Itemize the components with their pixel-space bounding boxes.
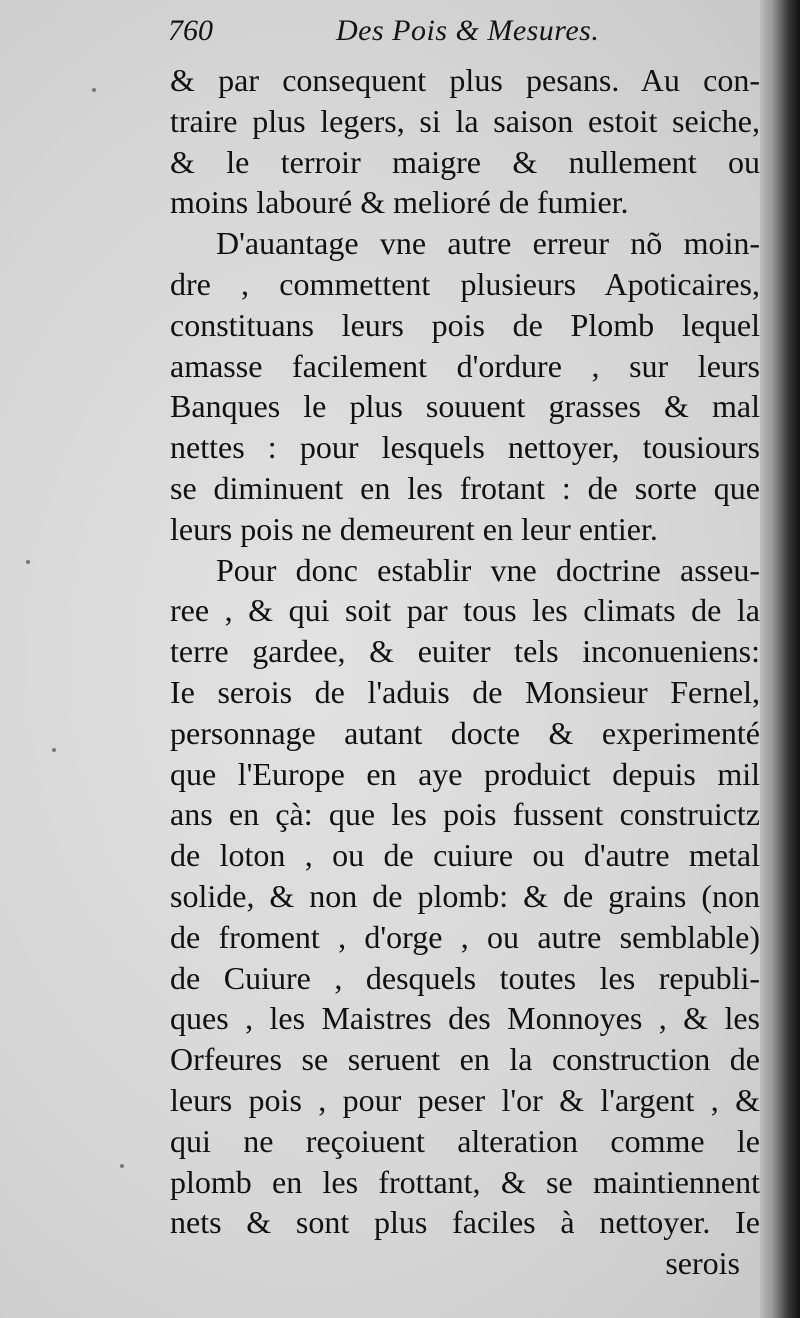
text-line: de froment , d'orge , ou autre semblable)	[170, 918, 760, 955]
text-line: de loton , ou de cuiure ou d'autre metal	[170, 837, 760, 874]
text-line: se diminuent en les frotant : de sorte que	[170, 469, 760, 506]
paper-speck	[92, 88, 96, 92]
text-line: Ie serois de l'aduis de Monsieur Fernel,	[170, 673, 760, 710]
body-text	[170, 60, 760, 1284]
text-line: de Cuiure , desquels toutes les republi-	[170, 959, 760, 996]
text-line: Banques le plus souuent grasses & mal	[170, 388, 760, 425]
text-line: que l'Europe en aye produict depuis mil	[170, 755, 760, 792]
text-line: ques , les Maistres des Monnoyes , & les	[170, 1000, 760, 1037]
page-header	[168, 14, 638, 60]
text-line: & le terroir maigre & nullement ou	[170, 143, 760, 180]
text-line: nettes : pour lesquels nettoyer, tousiours	[170, 429, 760, 466]
catchword: serois	[665, 1245, 740, 1282]
text-line: ans en çà: que les pois fussent construictz	[170, 796, 760, 833]
paper-speck	[26, 560, 30, 564]
paragraph-start-line: D'auantage vne autre erreur nõ moin-	[216, 225, 760, 262]
text-line: ree , & qui soit par tous les climats de la	[170, 592, 760, 629]
text-line: qui ne reçoiuent alteration comme le	[170, 1122, 760, 1159]
text-line: traire plus legers, si la saison estoit seiche,	[170, 102, 760, 139]
running-head: Des Pois & Mesures.	[336, 14, 600, 47]
text-line: & par consequent plus pesans. Au con-	[170, 62, 760, 98]
text-line: leurs pois ne demeurent en leur entier.	[170, 510, 658, 547]
text-line: personnage autant docte & experimenté	[170, 714, 760, 751]
page-number: 760	[168, 14, 213, 47]
text-line: solide, & non de plomb: & de grains (non	[170, 877, 760, 914]
paper-speck	[120, 1164, 124, 1168]
text-line: dre , commettent plusieurs Apoticaires,	[170, 265, 760, 302]
text-line: moins labouré & melioré de fumier.	[170, 184, 629, 221]
text-line: plomb en les frottant, & se maintiennent	[170, 1163, 760, 1200]
text-line: leurs pois , pour peser l'or & l'argent , &	[170, 1081, 760, 1118]
text-line: constituans leurs pois de Plomb lequel	[170, 306, 760, 343]
page-edge-shadow	[760, 0, 800, 1318]
text-line: amasse facilement d'ordure , sur leurs	[170, 347, 760, 384]
paper-speck	[52, 748, 56, 752]
text-line: terre gardee, & euiter tels inconueniens:	[170, 633, 760, 670]
paragraph-start-line: Pour donc establir vne doctrine asseu-	[216, 551, 760, 588]
text-line: nets & sont plus faciles à nettoyer. Ie	[170, 1204, 760, 1241]
text-line: Orfeures se seruent en la construction de	[170, 1041, 760, 1078]
